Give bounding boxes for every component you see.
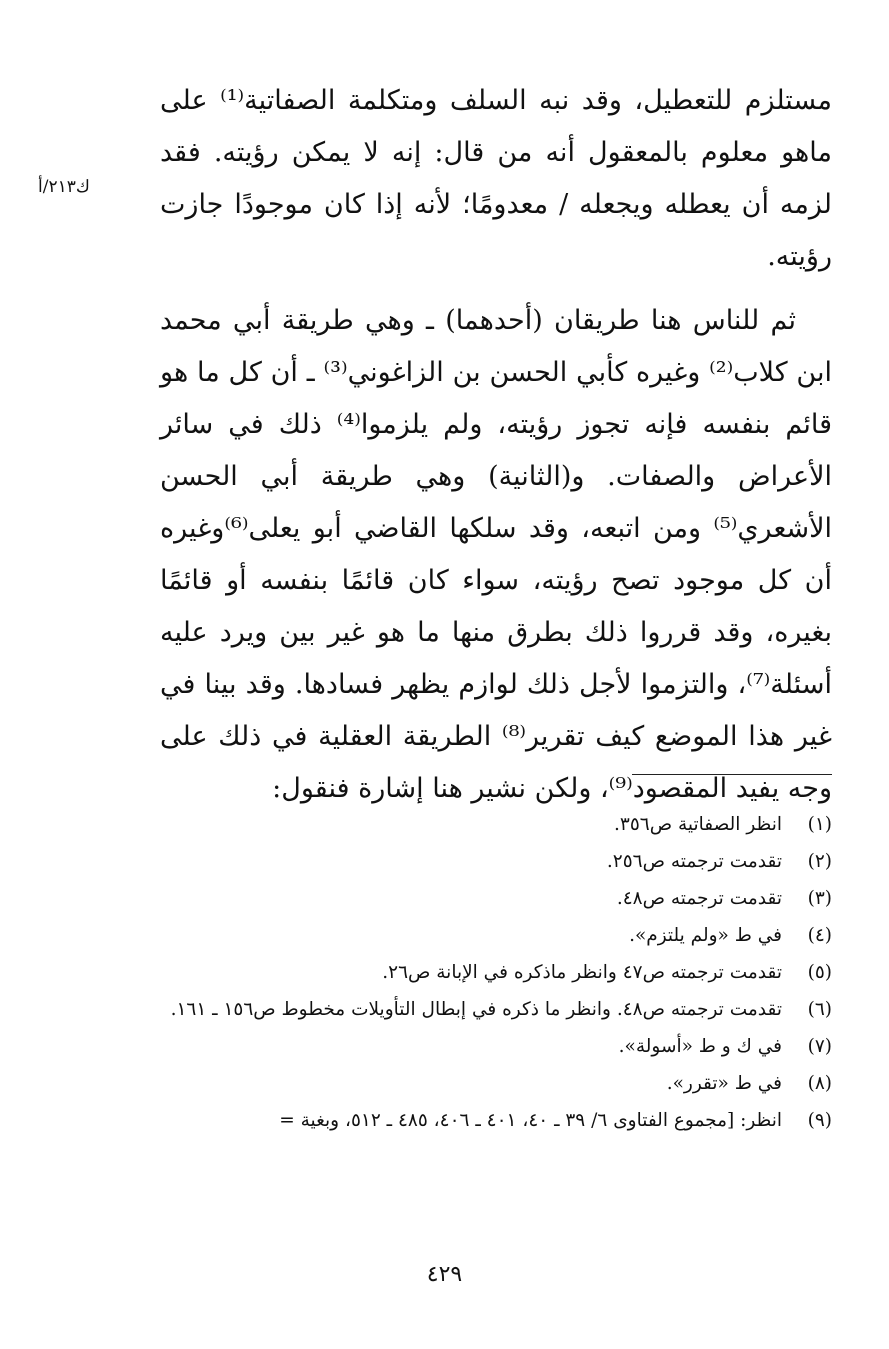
footnote-separator — [632, 774, 832, 775]
footnote-number: (١) — [807, 814, 832, 835]
footnote-text: في ك و ط «أسولة». — [618, 1036, 782, 1057]
main-text — [160, 75, 832, 815]
footnote-text: تقدمت ترجمته ص٤٧ وانظر ماذكره في الإبانة ص٢٦. — [382, 962, 782, 983]
manuscript-folio-marker: ك٢١٣/أ — [38, 177, 90, 197]
footnote — [160, 917, 832, 954]
footnote — [160, 954, 832, 991]
paragraph-1: مستلزم للتعطيل، وقد نبه السلف ومتكلمة الصفاتية⁽¹⁾ على ماهو معلوم بالمعقول أنه من قال: إنه لا يمكن رؤيته. فقد لزمه أن يعطله ويجعله / معدومًا؛ لأنه إذا كان موجودًا جازت رؤيته. — [160, 85, 832, 272]
page-number: ٤٢٩ — [426, 1262, 463, 1287]
footnote-text: انظر: [مجموع الفتاوى ٦/ ٣٩ ـ ٤٠، ٤٠١ ـ ٤٠٦، ٤٨٥ ـ ٥١٢، وبغية = — [279, 1110, 782, 1131]
footnote — [160, 991, 832, 1028]
footnote-text: تقدمت ترجمته ص٤٨. — [616, 888, 782, 909]
footnotes — [160, 806, 832, 1139]
footnote-number: (٤) — [807, 925, 832, 946]
footnote-text: تقدمت ترجمته ص٤٨. وانظر ما ذكره في إبطال التأويلات مخطوط ص١٥٦ ـ ١٦١. — [170, 999, 782, 1020]
footnote-number: (٢) — [807, 851, 832, 872]
footnote — [160, 806, 832, 843]
footnote-number: (٩) — [807, 1110, 832, 1131]
footnote — [160, 843, 832, 880]
footnote-number: (٨) — [807, 1073, 832, 1094]
footnote-number: (٧) — [807, 1036, 832, 1057]
footnote — [160, 1102, 832, 1139]
footnote-number: (٣) — [807, 888, 832, 909]
footnote-number: (٦) — [807, 999, 832, 1020]
footnote — [160, 1065, 832, 1102]
footnote-text: في ط «تقرر». — [666, 1073, 782, 1094]
footnote-text: تقدمت ترجمته ص٢٥٦. — [606, 851, 782, 872]
footnote-text: في ط «ولم يلتزم». — [629, 925, 782, 946]
paragraph-2: ثم للناس هنا طريقان (أحدهما) ـ وهي طريقة أبي محمد ابن كلاب⁽²⁾ وغيره كأبي الحسن بن الزاغوني⁽³⁾ ـ أن كل ما هو قائم بنفسه فإنه تجوز رؤيته، ولم يلزموا⁽⁴⁾ ذلك في سائر الأعراض والصفات. و(الثانية) وهي طريقة أبي الحسن الأشعري⁽⁵⁾ ومن اتبعه، وقد سلكها القاضي أبو يعلى⁽⁶⁾وغيره أن كل موجود تصح رؤيته، سواء كان قائمًا بنفسه أو قائمًا بغيره، وقد قرروا ذلك بطرق منها ما هو غير بين ويرد عليه أسئلة⁽⁷⁾، والتزموا لأجل ذلك لوازم يظهر فسادها. وقد بينا في غير هذا الموضع كيف تقرير⁽⁸⁾ الطريقة العقلية في ذلك على وجه يفيد المقصود⁽⁹⁾، ولكن نشير هنا إشارة فنقول: — [160, 305, 833, 804]
footnote — [160, 880, 832, 917]
footnote — [160, 1028, 832, 1065]
footnote-text: انظر الصفاتية ص٣٥٦. — [614, 814, 782, 835]
footnote-number: (٥) — [807, 962, 832, 983]
